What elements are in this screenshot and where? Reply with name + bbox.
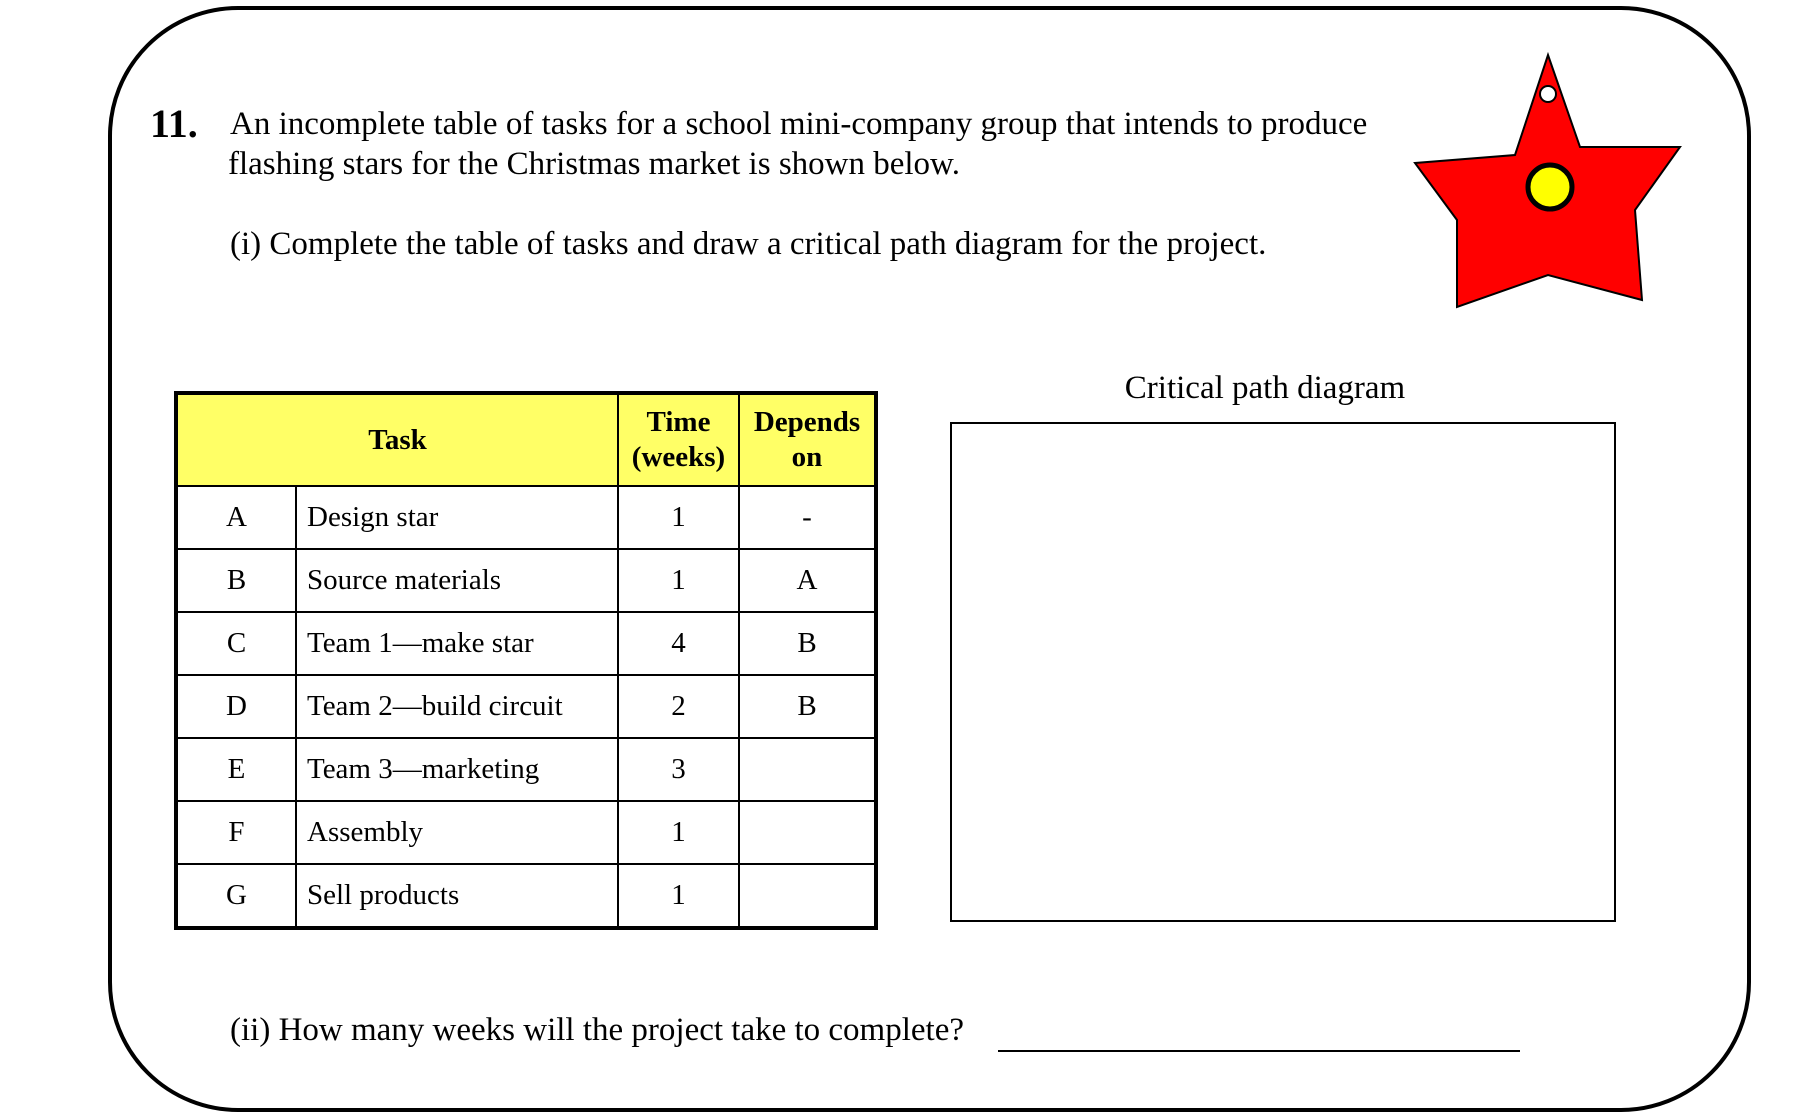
table-row: [176, 612, 876, 675]
task-time: 1: [618, 801, 739, 864]
task-time: 1: [618, 549, 739, 612]
task-time: 2: [618, 675, 739, 738]
task-depends[interactable]: B: [739, 612, 876, 675]
task-depends[interactable]: B: [739, 675, 876, 738]
header-task: Task: [176, 393, 618, 486]
task-table: [174, 391, 878, 930]
task-letter: D: [176, 675, 296, 738]
task-name: Sell products: [296, 864, 618, 928]
task-depends[interactable]: A: [739, 549, 876, 612]
task-depends[interactable]: -: [739, 486, 876, 549]
christmas-star-illustration: [1410, 45, 1690, 315]
task-time: 4: [618, 612, 739, 675]
task-letter: A: [176, 486, 296, 549]
table-row: [176, 864, 876, 928]
star-light-icon: [1528, 165, 1572, 209]
table-row: [176, 549, 876, 612]
header-time: Time (weeks): [618, 393, 739, 486]
task-name: Design star: [296, 486, 618, 549]
header-depends: Depends on: [739, 393, 876, 486]
critical-path-drawing-area[interactable]: [950, 422, 1616, 922]
task-name: Source materials: [296, 549, 618, 612]
part-ii-question: (ii) How many weeks will the project take to complete?: [230, 1012, 965, 1048]
answer-line[interactable]: [998, 1050, 1520, 1052]
star-hanging-hole: [1540, 86, 1556, 102]
task-name: Team 2—build circuit: [296, 675, 618, 738]
task-name: Assembly: [296, 801, 618, 864]
task-depends-blank[interactable]: [739, 801, 876, 864]
task-time: 1: [618, 486, 739, 549]
intro-line-2: flashing stars for the Christmas market is shown below.: [228, 146, 960, 182]
question-intro: [230, 104, 1430, 184]
task-letter: F: [176, 801, 296, 864]
question-number: 11.: [150, 101, 198, 146]
task-letter: B: [176, 549, 296, 612]
task-depends-blank[interactable]: [739, 738, 876, 801]
table-header-row: [176, 393, 876, 486]
task-letter: G: [176, 864, 296, 928]
task-depends-blank[interactable]: [739, 864, 876, 928]
task-time: 3: [618, 738, 739, 801]
critical-path-title: Critical path diagram: [1124, 370, 1406, 406]
task-time: 1: [618, 864, 739, 928]
table-row: [176, 801, 876, 864]
table-row: [176, 486, 876, 549]
table-row: [176, 738, 876, 801]
task-name: Team 1—make star: [296, 612, 618, 675]
task-letter: C: [176, 612, 296, 675]
intro-line-1: An incomplete table of tasks for a school mini-company group that intends to produce: [230, 106, 1368, 142]
task-letter: E: [176, 738, 296, 801]
table-row: [176, 675, 876, 738]
part-i-instruction: (i) Complete the table of tasks and draw a critical path diagram for the project.: [230, 226, 1267, 262]
task-name: Team 3—marketing: [296, 738, 618, 801]
